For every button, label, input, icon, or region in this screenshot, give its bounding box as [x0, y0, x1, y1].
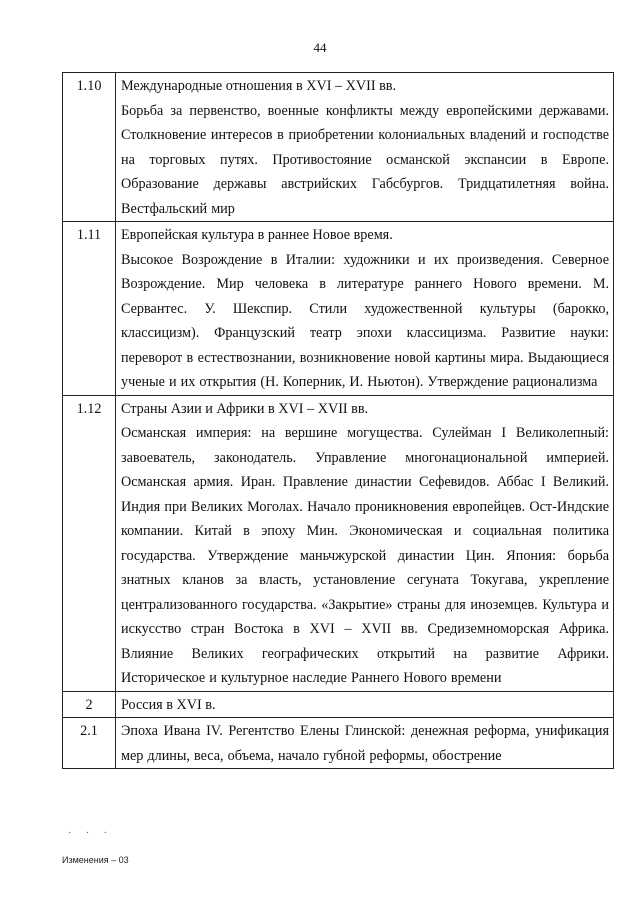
footer-revision: Изменения – 03 — [62, 855, 129, 865]
topic-body: Османская империя: на вершине могущества. Сулейман I Великолепный: завоеватель, законодатель. Управление многонациональной империей. Османская армия. Иран. Правление династии Сефевидов. Аббас I Великий. Индия при Великих Моголах. Начало проникновения европейцев. Ост-Индские компании. Китай в эпоху Мин. Экономическая и социальная политика государства. Утверждение маньчжурской династии Цин. Япония: борьба знатных кланов за власть, установление сегуната Токугава, укрепление централизованного государства. «Закрытие» страны для иноземцев. Культура и искусство стран Востока в XVI – XVII вв. Средиземноморская Африка. Влияние Великих географических открытий на развитие Африки. Историческое и культурное наследие Раннего Нового времени — [121, 425, 609, 686]
row-content — [116, 222, 614, 396]
topic-title: Страны Азии и Африки в XVI – XVII вв. — [121, 400, 369, 417]
syllabus-table — [62, 72, 614, 769]
table-row — [63, 73, 614, 222]
row-number: 1.10 — [63, 73, 116, 222]
row-number: 1.11 — [63, 222, 116, 396]
row-content — [116, 691, 614, 718]
row-content — [116, 718, 614, 769]
scan-marks: · · · — [68, 828, 113, 839]
topic-body: Эпоха Ивана IV. Регентство Елены Глинской: денежная реформа, унификация мер длины, веса, объема, начало губной реформы, обострение — [121, 723, 609, 764]
row-number: 1.12 — [63, 395, 116, 691]
row-number: 2.1 — [63, 718, 116, 769]
table-row — [63, 718, 614, 769]
topic-body: Высокое Возрождение в Италии: художники и их произведения. Северное Возрождение. Мир человека в литературе раннего Нового времени. М. Сервантес. У. Шекспир. Стили художественной культуры (барокко, классицизм). Французский театр эпохи классицизма. Развитие науки: переворот в естествознании, возникновение новой картины мира. Выдающиеся ученые и их открытия (Н. Коперник, И. Ньютон). Утверждение рационализма — [121, 251, 609, 390]
topic-title: Европейская культура в раннее Новое время. — [121, 227, 393, 243]
topic-title: Международные отношения в XVI – XVII вв. — [121, 78, 397, 94]
row-content — [116, 73, 614, 222]
table-row — [63, 395, 614, 691]
table-row — [63, 222, 614, 396]
topic-body: Борьба за первенство, военные конфликты между европейскими державами. Столкновение интересов в приобретении колониальных владений и господстве на торговых путях. Противостояние османской экспансии в Европе. Образование державы австрийских Габсбургов. Тридцатилетняя война. Вестфальский мир — [121, 102, 609, 217]
topic-title: Россия в XVI в. — [121, 696, 216, 713]
table-row — [63, 691, 614, 718]
row-content — [116, 395, 614, 691]
page-number: 44 — [313, 40, 327, 55]
row-number: 2 — [63, 691, 116, 718]
